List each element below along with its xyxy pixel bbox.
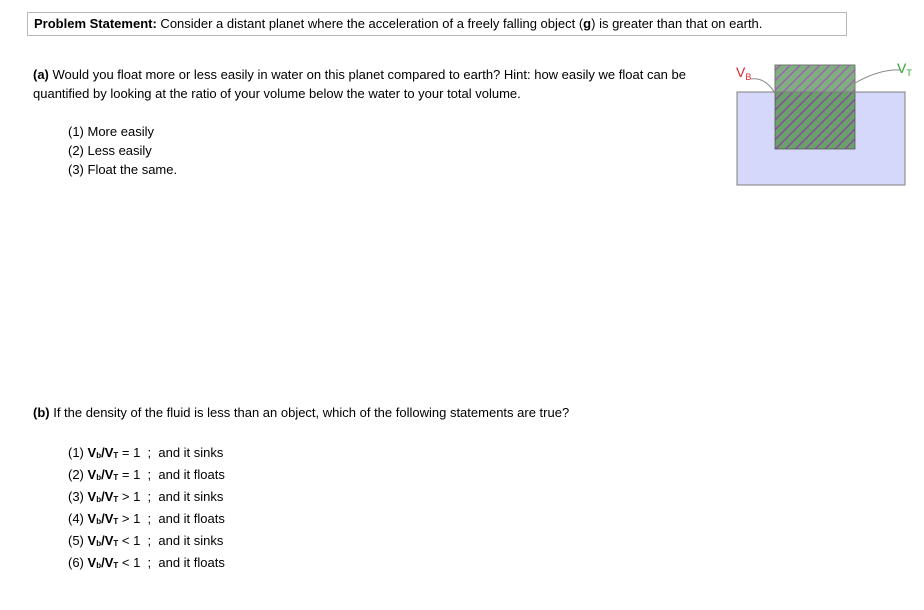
g-symbol: g bbox=[583, 16, 592, 31]
problem-statement-text-after: ) is greater than that on earth. bbox=[591, 16, 763, 31]
part-b-question-text: If the density of the fluid is less than an object, which of the following statements are true? bbox=[49, 405, 570, 420]
option-number: (4) bbox=[68, 511, 84, 526]
option-number: (5) bbox=[68, 533, 84, 548]
ratio-v1: V bbox=[87, 467, 97, 482]
object-above-water bbox=[775, 65, 855, 92]
part-b-option-3 bbox=[68, 487, 225, 509]
ratio-s1: b bbox=[96, 473, 102, 482]
ratio-s2: T bbox=[113, 473, 119, 482]
option-tail: ; and it floats bbox=[140, 467, 225, 482]
part-a-option-1: (1) More easily bbox=[68, 124, 154, 139]
vb-label-sub: B bbox=[745, 72, 752, 82]
ratio-v2: V bbox=[104, 511, 114, 526]
option-number: (3) bbox=[68, 489, 84, 504]
vt-label-sub: T bbox=[906, 68, 912, 78]
part-a-label: (a) bbox=[33, 67, 49, 82]
ratio-v1: V bbox=[87, 445, 97, 460]
part-b-label: (b) bbox=[33, 405, 50, 420]
ratio-v2: V bbox=[104, 489, 114, 504]
option-tail: ; and it sinks bbox=[140, 445, 224, 460]
vt-label-main: V bbox=[897, 60, 907, 76]
ratio-v2: V bbox=[104, 533, 114, 548]
ratio-s1: b bbox=[96, 539, 102, 548]
ratio-v2: V bbox=[104, 467, 114, 482]
option-tail: ; and it sinks bbox=[140, 533, 224, 548]
part-a-question bbox=[33, 65, 733, 103]
option-tail: ; and it sinks bbox=[140, 489, 224, 504]
ratio bbox=[88, 555, 119, 570]
option-tail: ; and it floats bbox=[140, 555, 225, 570]
part-a-question-text: Would you float more or less easily in water on this planet compared to earth? Hint: how easily we float can be quantified by looking at the ratio of your volume below the water to your total volume. bbox=[33, 67, 686, 101]
ratio bbox=[88, 445, 119, 460]
ratio-s2: T bbox=[113, 561, 119, 570]
ratio-v2: V bbox=[104, 445, 114, 460]
ratio-s1: b bbox=[96, 517, 102, 526]
vb-label-main: V bbox=[736, 64, 746, 80]
ratio bbox=[88, 533, 119, 548]
part-b-option-6 bbox=[68, 553, 225, 575]
option-tail: ; and it floats bbox=[140, 511, 225, 526]
part-b-options bbox=[68, 443, 225, 575]
part-a-option-3: (3) Float the same. bbox=[68, 162, 178, 177]
ratio-s1: b bbox=[96, 561, 102, 570]
ratio-slash: / bbox=[101, 445, 105, 460]
part-b-option-2 bbox=[68, 465, 225, 487]
ratio-comparison: = 1 bbox=[118, 445, 141, 460]
part-a-options bbox=[68, 122, 177, 179]
ratio-slash: / bbox=[101, 467, 105, 482]
ratio-slash: / bbox=[101, 533, 105, 548]
problem-statement-text-before: Consider a distant planet where the acceleration of a freely falling object ( bbox=[156, 16, 584, 31]
ratio-comparison: > 1 bbox=[118, 489, 141, 504]
option-number: (2) bbox=[68, 467, 84, 482]
ratio bbox=[88, 467, 119, 482]
buoyancy-diagram bbox=[730, 55, 920, 190]
ratio-v1: V bbox=[87, 533, 97, 548]
option-number: (6) bbox=[68, 555, 84, 570]
ratio-slash: / bbox=[101, 555, 105, 570]
ratio-s1: b bbox=[96, 495, 102, 504]
ratio-v1: V bbox=[87, 511, 97, 526]
ratio-comparison: < 1 bbox=[118, 555, 141, 570]
ratio bbox=[88, 511, 119, 526]
ratio bbox=[88, 489, 119, 504]
ratio-v1: V bbox=[87, 489, 97, 504]
ratio-slash: / bbox=[101, 489, 105, 504]
ratio-comparison: = 1 bbox=[118, 467, 141, 482]
vt-label bbox=[897, 60, 912, 78]
part-b-question bbox=[33, 403, 569, 422]
ratio-s2: T bbox=[113, 451, 119, 460]
ratio-s2: T bbox=[113, 539, 119, 548]
part-b-option-5 bbox=[68, 531, 225, 553]
problem-statement-label: Problem Statement: bbox=[34, 16, 157, 31]
vb-label bbox=[736, 64, 751, 82]
ratio-comparison: > 1 bbox=[118, 511, 141, 526]
ratio-v1: V bbox=[87, 555, 97, 570]
vt-leader-line bbox=[855, 70, 900, 83]
ratio-s2: T bbox=[113, 495, 119, 504]
ratio-s2: T bbox=[113, 517, 119, 526]
ratio-comparison: < 1 bbox=[118, 533, 141, 548]
ratio-s1: b bbox=[96, 451, 102, 460]
problem-statement-box bbox=[27, 12, 847, 36]
part-b-option-1 bbox=[68, 443, 225, 465]
option-number: (1) bbox=[68, 445, 84, 460]
part-b-option-4 bbox=[68, 509, 225, 531]
ratio-v2: V bbox=[104, 555, 114, 570]
part-a-option-2: (2) Less easily bbox=[68, 143, 152, 158]
ratio-slash: / bbox=[101, 511, 105, 526]
vb-leader-line bbox=[751, 79, 775, 93]
